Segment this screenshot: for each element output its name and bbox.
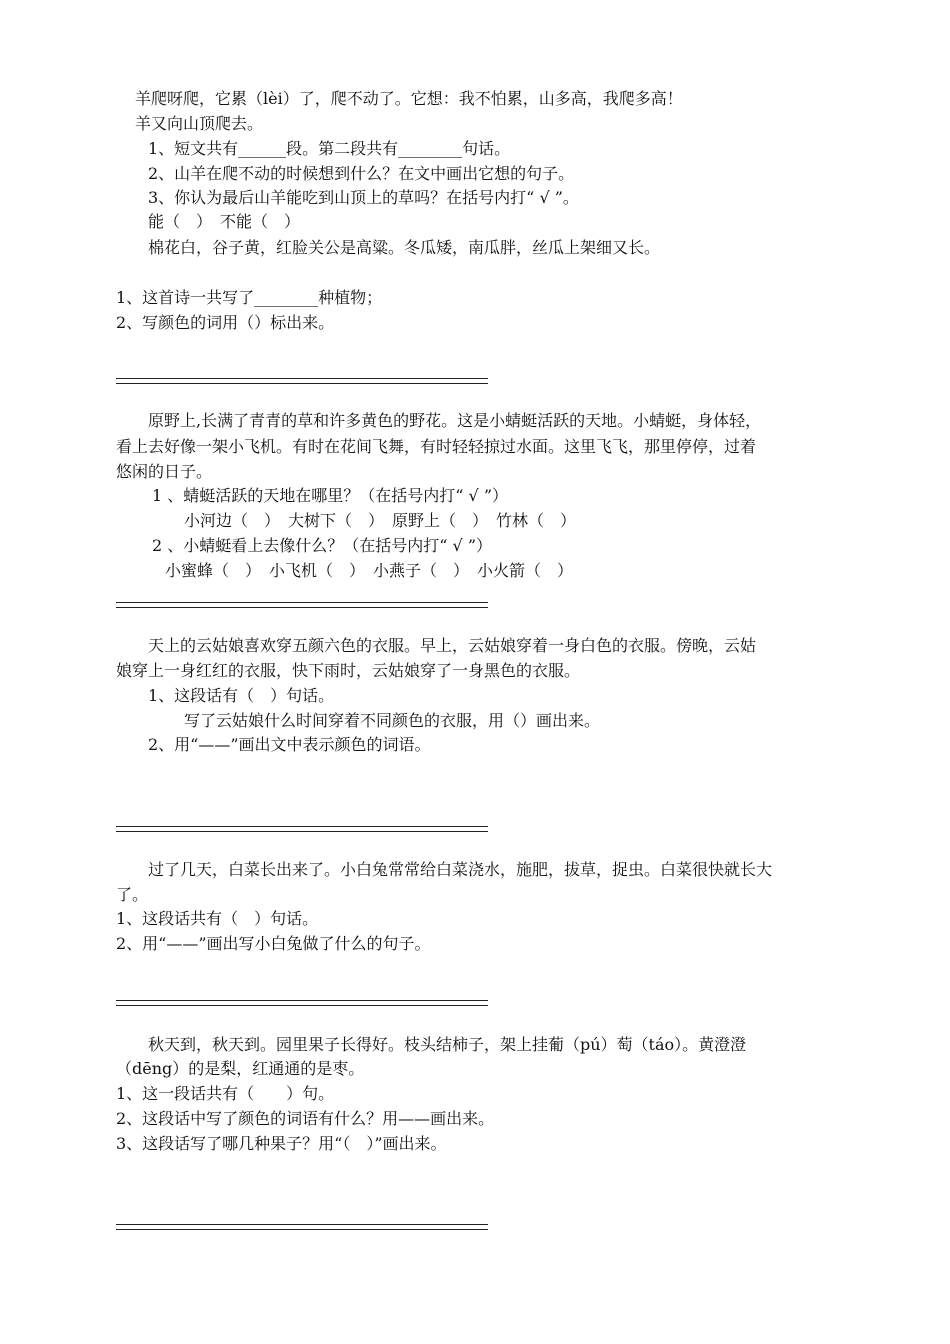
s5-paragraph-line1: 秋天到，秋天到。园里果子长得好。枝头结柿子，架上挂葡（pú）萄（táo）。黄澄澄: [148, 1035, 747, 1054]
s1-poem: 棉花白，谷子黄，红脸关公是高粱。冬瓜矮，南瓜胖，丝瓜上架细又长。: [148, 238, 661, 257]
separator: [116, 378, 488, 384]
s3-paragraph-line2: 娘穿上一身红红的衣服，快下雨时，云姑娘穿了一身黑色的衣服。: [116, 661, 581, 680]
s4-paragraph-line2: 了。: [116, 885, 149, 904]
s1-line2: 羊又向山顶爬去。: [135, 114, 264, 133]
s1-line1: 羊爬呀爬，它累（lèi）了，爬不动了。它想：我不怕累，山多高，我爬多高！: [135, 89, 683, 108]
s5-paragraph-line2: （dēng）的是梨，红通通的是枣。: [116, 1059, 365, 1078]
s3-paragraph-line1: 天上的云姑娘喜欢穿五颜六色的衣服。早上，云姑娘穿着一身白色的衣服。傍晚，云姑: [148, 636, 757, 655]
s2-question-1-options: 小河边（ ） 大树下（ ） 原野上（ ） 竹林（ ）: [184, 511, 577, 530]
separator: [116, 826, 488, 832]
s2-question-2: 2 、小蜻蜓看上去像什么？（在括号内打“ √ ”）: [152, 536, 492, 555]
s5-question-1: 1、这一段话共有（ ）句。: [116, 1084, 335, 1103]
s2-paragraph-line3: 悠闲的日子。: [116, 462, 213, 481]
s4-question-2: 2、用“——”画出写小白兔做了什么的句子。: [116, 934, 431, 953]
s3-question-1b: 写了云姑娘什么时间穿着不同颜色的衣服，用（）画出来。: [184, 711, 601, 730]
s3-question-2: 2、用“——”画出文中表示颜色的词语。: [148, 735, 431, 754]
separator: [116, 1224, 488, 1230]
s2-paragraph-line1: 原野上,长满了青青的草和许多黄色的野花。这是小蜻蜓活跃的天地。小蜻蜓，身体轻，: [148, 411, 762, 430]
s5-question-3: 3、这段话写了哪几种果子？用“（ ）”画出来。: [116, 1134, 447, 1153]
s1-poem-question-1: 1、这首诗一共写了________种植物；: [116, 288, 383, 307]
s1-question-2: 2、山羊在爬不动的时候想到什么？在文中画出它想的句子。: [148, 164, 575, 183]
s3-question-1: 1、这段话有（ ）句话。: [148, 686, 335, 705]
separator: [116, 1000, 488, 1006]
s2-paragraph-line2: 看上去好像一架小飞机。有时在花间飞舞，有时轻轻掠过水面。这里飞飞，那里停停，过着: [116, 437, 757, 456]
s1-question-1: 1、短文共有______段。第二段共有________句话。: [148, 139, 511, 158]
s1-poem-question-2: 2、写颜色的词用（）标出来。: [116, 313, 335, 332]
s1-choices: 能（ ） 不能（ ）: [148, 212, 301, 231]
separator: [116, 602, 488, 608]
s4-question-1: 1、这段话共有（ ）句话。: [116, 909, 319, 928]
s2-question-2-options: 小蜜蜂（ ） 小飞机（ ） 小燕子（ ） 小火箭（ ）: [165, 561, 574, 580]
s2-question-1: 1 、蜻蜓活跃的天地在哪里？（在括号内打“ √ ”）: [152, 486, 508, 505]
s1-question-3: 3、你认为最后山羊能吃到山顶上的草吗？在括号内打“ √ ”。: [148, 188, 579, 207]
s5-question-2: 2、这段话中写了颜色的词语有什么？用——画出来。: [116, 1109, 495, 1128]
s4-paragraph-line1: 过了几天，白菜长出来了。小白兔常常给白菜浇水，施肥，拔草，捉虫。白菜很快就长大: [148, 860, 773, 879]
